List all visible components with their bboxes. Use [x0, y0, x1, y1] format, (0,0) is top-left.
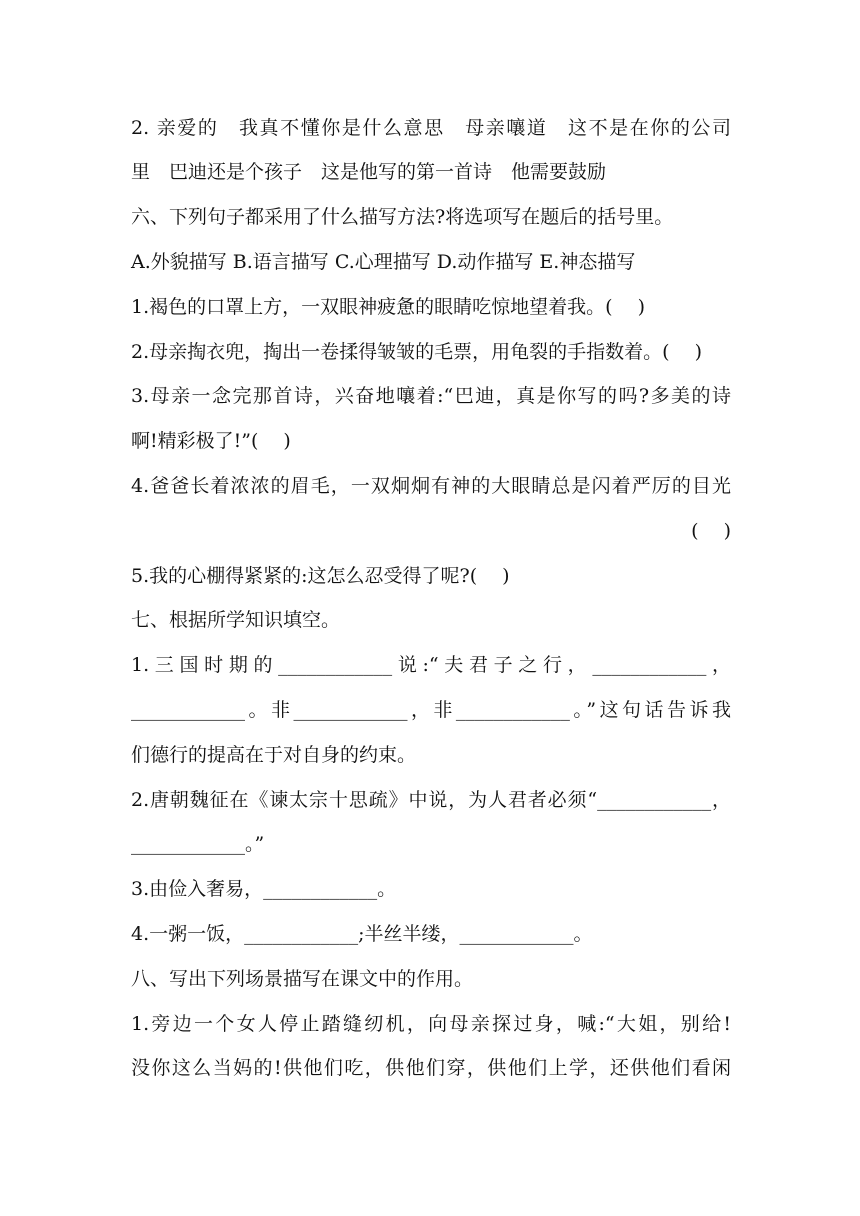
section-8-question-1-line-1: 1.旁边一个女人停止踏缝纫机，向母亲探过身，喊:“大姐，别给!	[131, 1013, 731, 1035]
exercise-5-item-2-line-2: 里 巴迪还是个孩子 这是他写的第一首诗 他需要鼓励	[131, 161, 607, 183]
section-6-question-4-answer-bracket: ( )	[691, 520, 731, 542]
section-7-question-2-line-2: ____________。”	[131, 833, 265, 855]
section-7-heading: 七、根据所学知识填空。	[131, 609, 341, 631]
section-7-question-1-line-2: ____________。非____________，非____________。”这句话告诉我	[131, 699, 731, 721]
section-6-question-4-line-1: 4.爸爸长着浓浓的眉毛，一双炯炯有神的大眼睛总是闪着严厉的目光	[131, 475, 731, 497]
exercise-5-item-2-line-1: 2. 亲爱的 我真不懂你是什么意思 母亲嚷道 这不是在你的公司	[131, 117, 731, 139]
section-7-question-4: 4.一粥一饭，____________;半丝半缕，____________。	[131, 923, 593, 945]
section-6-question-3-line-1: 3.母亲一念完那首诗，兴奋地嚷着:“巴迪，真是你写的吗?多美的诗	[131, 385, 731, 407]
section-8-question-1-line-2: 没你这么当妈的!供他们吃，供他们穿，供他们上学，还供他们看闲	[131, 1057, 731, 1079]
section-6-options: A.外貌描写 B.语言描写 C.心理描写 D.动作描写 E.神态描写	[131, 251, 636, 273]
section-7-question-2-line-1: 2.唐朝魏征在《谏太宗十思疏》中说，为人君者必须“____________，	[131, 789, 731, 811]
section-6-question-3-line-2: 啊!精彩极了!”( )	[131, 430, 291, 452]
section-7-question-1-line-1: 1.三国时期的____________说:“夫君子之行，____________，	[131, 654, 731, 676]
section-8-heading: 八、写出下列场景描写在课文中的作用。	[131, 968, 474, 990]
section-6-question-2: 2.母亲掏衣兜，掏出一卷揉得皱皱的毛票，用龟裂的手指数着。( )	[131, 341, 702, 363]
section-6-heading: 六、下列句子都采用了什么描写方法?将选项写在题后的括号里。	[131, 206, 674, 228]
section-6-question-5: 5.我的心棚得紧紧的:这怎么忍受得了呢?( )	[131, 565, 510, 587]
section-7-question-3: 3.由俭入奢易，____________。	[131, 878, 397, 900]
section-6-question-1: 1.褐色的口罩上方，一双眼神疲惫的眼睛吃惊地望着我。( )	[131, 296, 645, 318]
section-7-question-1-line-3: 们德行的提高在于对自身的约束。	[131, 744, 417, 766]
